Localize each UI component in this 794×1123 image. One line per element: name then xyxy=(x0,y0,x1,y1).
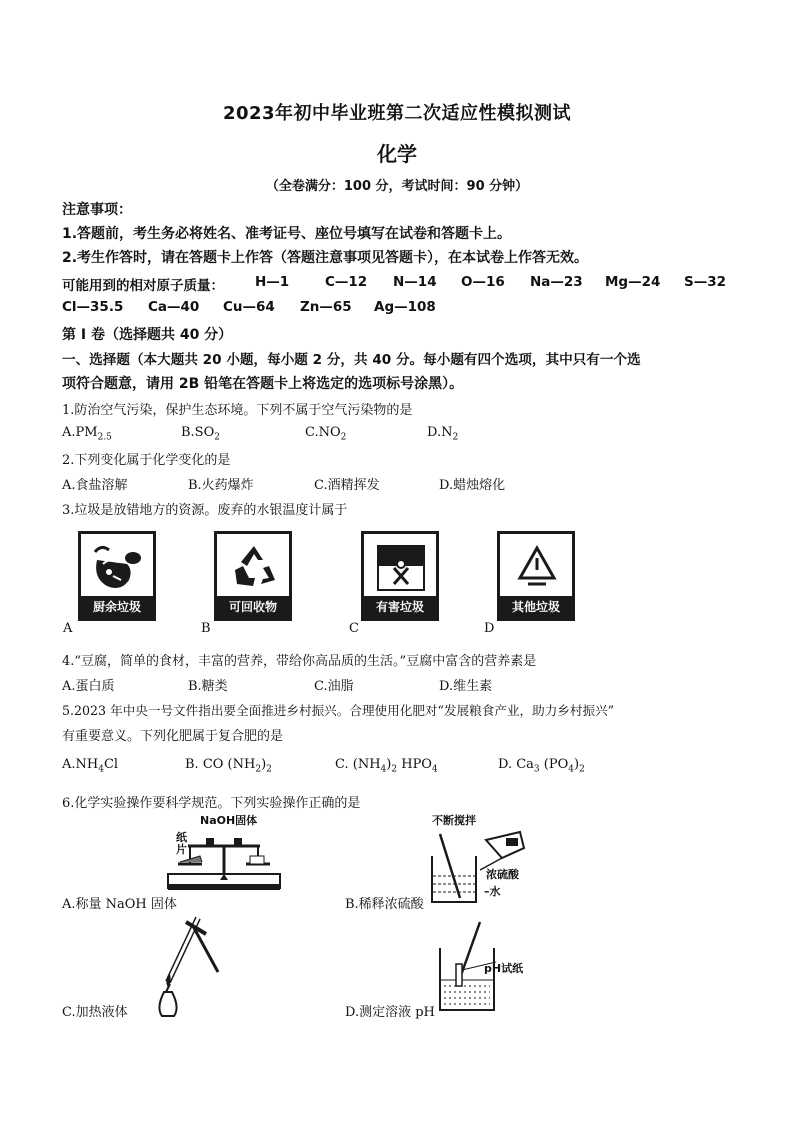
food-waste-sign xyxy=(78,531,156,621)
q2-option-b: B.火药爆炸 xyxy=(188,478,254,493)
q5-option-d: D. $Ca_3$ $(PO_4)_2$ xyxy=(498,757,585,775)
q4-option-c: C.油脂 xyxy=(314,679,354,694)
recyclable-sign xyxy=(214,531,292,621)
q2-stem: 2.下列变化属于化学变化的是 xyxy=(62,453,231,468)
q6-option-b: B.稀释浓硫酸 xyxy=(345,897,424,912)
atomic-mass-mg: Mg—24 xyxy=(605,274,661,290)
atomic-mass-zn: Zn—65 xyxy=(300,299,352,315)
q4-stem: 4.“豆腐，简单的食材，丰富的营养，带给你高品质的生活。”豆腐中富含的营养素是 xyxy=(62,654,537,669)
exam-meta: （全卷满分：100 分，考试时间：90 分钟） xyxy=(265,179,529,194)
q2-option-a: A.食盐溶解 xyxy=(62,478,128,493)
q4-option-a: A.蛋白质 xyxy=(62,679,115,694)
section-heading-line1: 一、选择题（本大题共 20 小题，每小题 2 分，共 40 分。每小题有四个选项，其中只有一个选 xyxy=(62,352,641,368)
atomic-mass-na: Na—23 xyxy=(530,274,583,290)
other-waste-icon xyxy=(506,540,568,596)
atomic-mass-s: S—32 xyxy=(684,274,727,290)
q4-option-d: D.维生素 xyxy=(439,679,493,694)
water-label: –水 xyxy=(484,885,501,898)
q6-stem: 6.化学实验操作要科学规范。下列实验操作正确的是 xyxy=(62,796,361,811)
hazardous-icon xyxy=(370,540,432,596)
heating-figure xyxy=(128,912,228,1020)
q3-option-d: D xyxy=(484,621,495,636)
q1-stem: 1.防治空气污染，保护生态环境。下列不属于空气污染物的是 xyxy=(62,403,413,418)
q6-option-d: D.测定溶液 pH xyxy=(345,1005,435,1020)
recyclable-label: 可回收物 xyxy=(217,596,289,618)
atomic-mass-ca: Ca—40 xyxy=(148,299,200,315)
part-heading: 第 I 卷（选择题共 40 分） xyxy=(62,327,233,343)
atomic-mass-n: N—14 xyxy=(393,274,437,290)
q1-option-b: $B.SO_2$ xyxy=(181,425,220,443)
ph-paper-label: pH试纸 xyxy=(484,962,524,975)
q3-option-b: B xyxy=(201,621,211,636)
atomic-mass-h: H—1 xyxy=(255,274,290,290)
other-waste-label: 其他垃圾 xyxy=(500,596,572,618)
hazardous-label: 有害垃圾 xyxy=(364,596,436,618)
q5-option-a: $A.NH_4Cl$ xyxy=(62,757,119,775)
notes-heading: 注意事项： xyxy=(62,202,132,218)
atomic-mass-o: O—16 xyxy=(461,274,505,290)
hazardous-sign xyxy=(361,531,439,621)
atomic-mass-ag: Ag—108 xyxy=(374,299,436,315)
atomic-mass-c: C—12 xyxy=(325,274,368,290)
conc-acid-label: 浓硫酸 xyxy=(486,868,519,881)
other-waste-sign xyxy=(497,531,575,621)
q1-option-d: $D.N_2$ xyxy=(427,425,459,443)
q2-option-d: D.蜡烛熔化 xyxy=(439,478,506,493)
q1-option-c: $C.NO_2$ xyxy=(305,425,347,443)
q3-option-a: A xyxy=(63,621,73,636)
q2-option-c: C.酒精挥发 xyxy=(314,478,380,493)
q3-stem: 3.垃圾是放错地方的资源。废弃的水银温度计属于 xyxy=(62,503,348,518)
atomic-mass-cl: Cl—35.5 xyxy=(62,299,124,315)
atomic-mass-label: 可能用到的相对原子质量： xyxy=(62,278,224,294)
q5-option-b: B. CO $(NH_2)_2$ xyxy=(185,757,272,775)
note-item-2: 2.考生作答时，请在答题卡上作答（答题注意事项见答题卡），在本试卷上作答无效。 xyxy=(62,250,589,266)
recycle-icon xyxy=(223,540,285,596)
note-item-1: 1.答题前，考生务必将姓名、准考证号、座位号填写在试卷和答题卡上。 xyxy=(62,226,512,242)
q3-option-c: C xyxy=(349,621,359,636)
q1-option-a: $A.PM_{2.5}$ xyxy=(62,425,112,443)
food-waste-icon xyxy=(87,540,149,596)
q5-option-c: C. $(NH_4)_2$ $HPO_4$ xyxy=(335,757,438,775)
q5-stem-line2: 有重要意义。下列化肥属于复合肥的是 xyxy=(62,729,284,744)
q5-stem-line1: 5.2023 年中央一号文件指出要全面推进乡村振兴。合理使用化肥对“发展粮食产业，助力乡村振兴” xyxy=(62,703,615,718)
q6-option-a: A.称量 NaOH 固体 xyxy=(62,897,177,912)
exam-title: 2023年初中毕业班第二次适应性模拟测试 xyxy=(222,103,572,124)
naoh-solid-label: NaOH固体 xyxy=(200,814,258,827)
balance-figure xyxy=(160,818,288,896)
section-heading-line2: 项符合题意，请用 2B 铅笔在答题卡上将选定的选项标号涂黑）。 xyxy=(62,376,464,392)
paper-label: 纸片 xyxy=(176,831,187,856)
q6-option-c: C.加热液体 xyxy=(62,1005,128,1020)
q4-option-b: B.糖类 xyxy=(188,679,228,694)
stir-label: 不断搅拌 xyxy=(432,814,476,827)
food-waste-label: 厨余垃圾 xyxy=(81,596,153,618)
atomic-mass-cu: Cu—64 xyxy=(223,299,275,315)
subject-title: 化学 xyxy=(377,142,417,166)
